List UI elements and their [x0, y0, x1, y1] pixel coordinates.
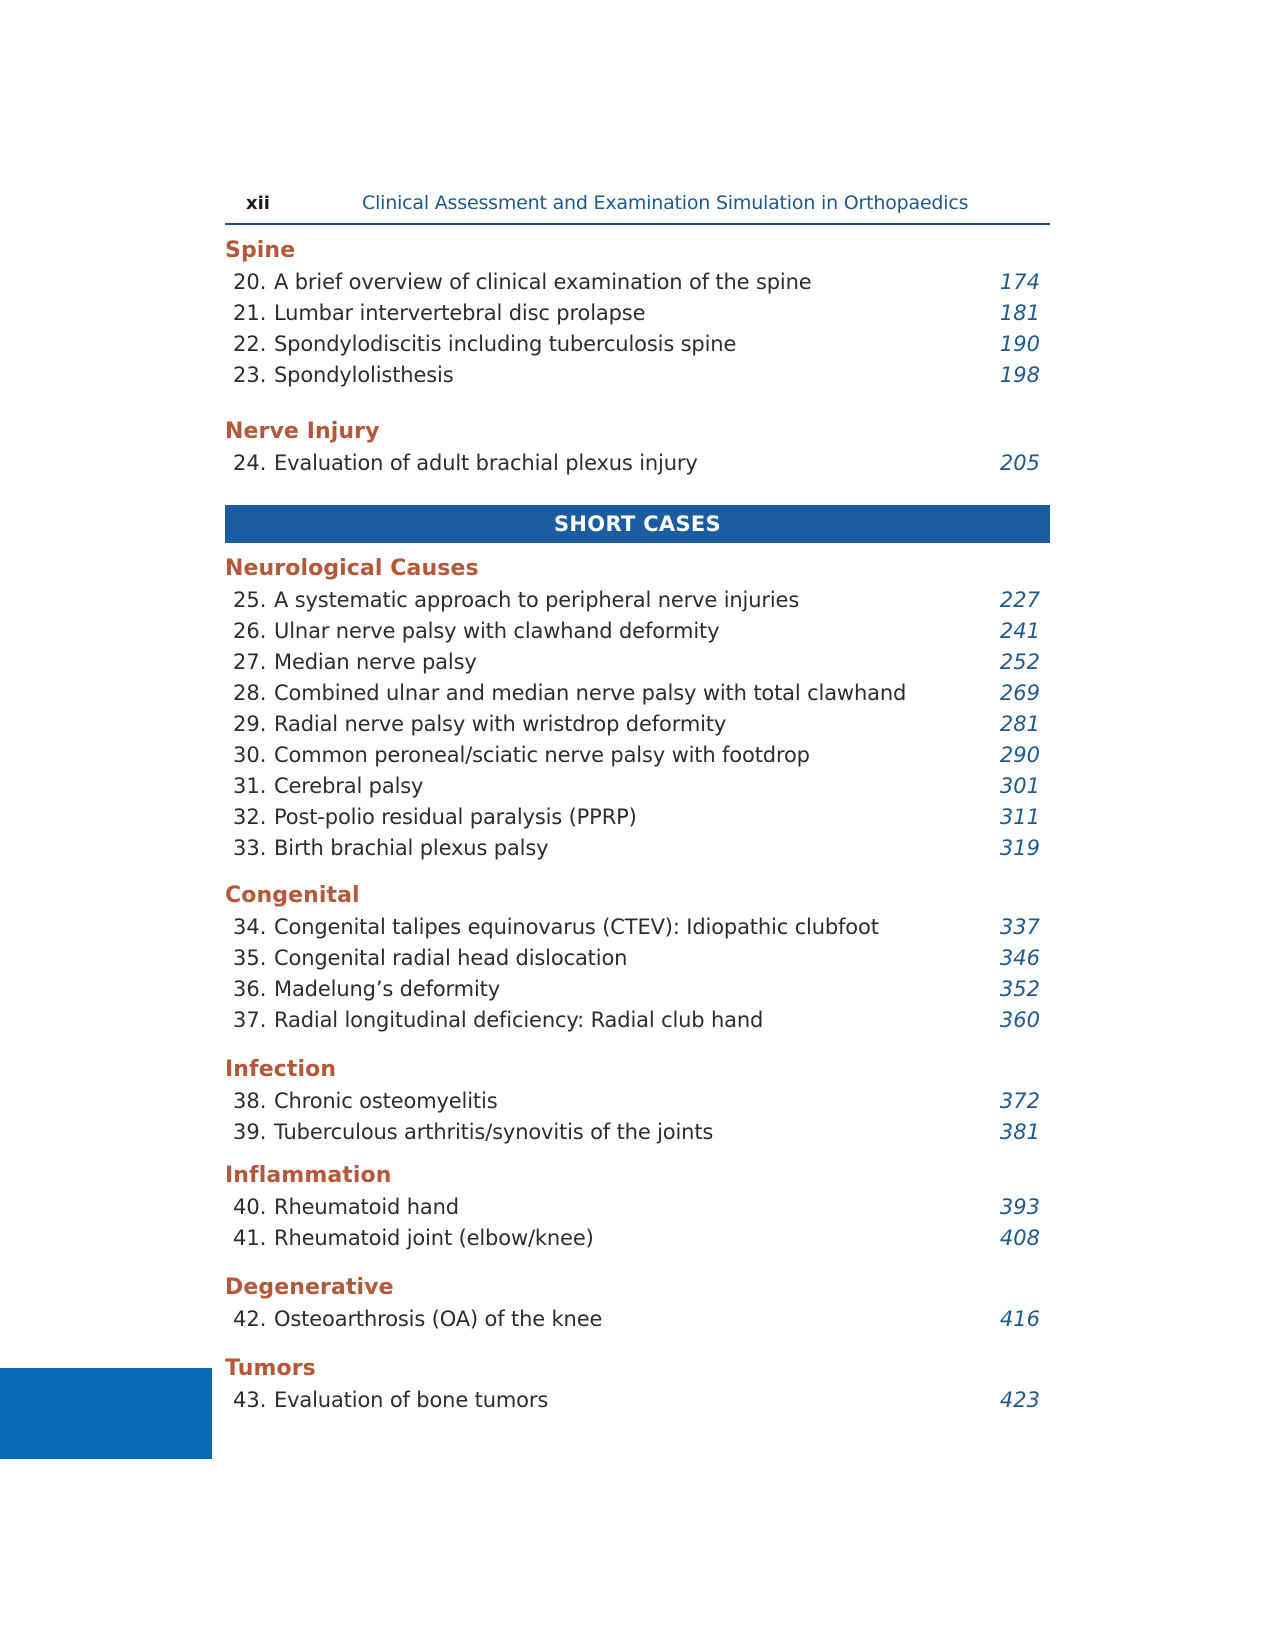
- chapter-number: 40.: [233, 1195, 267, 1219]
- toc-entry[interactable]: [225, 1005, 1050, 1036]
- chapter-title: Madelung’s deformity: [274, 977, 501, 1001]
- chapter-title: Osteoarthrosis (OA) of the knee: [274, 1307, 603, 1331]
- toc-part-2: [225, 553, 1050, 1416]
- page-reference: 241: [999, 619, 1040, 643]
- section-heading: Nerve Injury: [225, 419, 380, 444]
- toc-entry[interactable]: [225, 329, 1050, 360]
- toc-entry[interactable]: [225, 974, 1050, 1005]
- page-reference: 393: [999, 1195, 1040, 1219]
- toc-entry[interactable]: [225, 1086, 1050, 1117]
- page-reference: 252: [999, 650, 1040, 674]
- toc-entry[interactable]: [225, 943, 1050, 974]
- page-reference: 346: [999, 946, 1040, 970]
- page-reference: 416: [999, 1307, 1040, 1331]
- toc-entry[interactable]: [225, 1223, 1050, 1254]
- side-color-tab: [0, 1368, 212, 1459]
- chapter-title: Ulnar nerve palsy with clawhand deformity: [274, 619, 720, 643]
- chapter-number: 24.: [233, 451, 267, 475]
- page-reference: 269: [999, 681, 1040, 705]
- chapter-title: A systematic approach to peripheral nerve injuries: [274, 588, 800, 612]
- section-heading: Infection: [225, 1057, 337, 1082]
- toc-entry[interactable]: [225, 585, 1050, 616]
- chapter-title: Cerebral palsy: [274, 774, 424, 798]
- chapter-title: Spondylolisthesis: [274, 363, 454, 387]
- section-heading: Neurological Causes: [225, 556, 479, 581]
- toc-section: [225, 1272, 1050, 1335]
- page-reference: 181: [999, 301, 1040, 325]
- toc-entry[interactable]: [225, 1117, 1050, 1148]
- chapter-title: Radial nerve palsy with wristdrop deformity: [274, 712, 727, 736]
- chapter-number: 32.: [233, 805, 267, 829]
- chapter-number: 41.: [233, 1226, 267, 1250]
- page-reference: 360: [999, 1008, 1040, 1032]
- page-reference: 372: [999, 1089, 1040, 1113]
- toc-entry[interactable]: [225, 360, 1050, 391]
- chapter-title: Rheumatoid hand: [274, 1195, 459, 1219]
- toc-entry[interactable]: [225, 1385, 1050, 1416]
- toc-section: [225, 553, 1050, 864]
- page-reference: 423: [999, 1388, 1040, 1412]
- toc-page: [225, 180, 1050, 1416]
- chapter-title: Spondylodiscitis including tuberculosis spine: [274, 332, 737, 356]
- book-title: Clinical Assessment and Examination Simulation in Orthopaedics: [362, 192, 969, 214]
- toc-entry[interactable]: [225, 912, 1050, 943]
- chapter-number: 33.: [233, 836, 267, 860]
- toc-entry[interactable]: [225, 771, 1050, 802]
- chapter-title: Evaluation of bone tumors: [274, 1388, 549, 1412]
- chapter-number: 22.: [233, 332, 267, 356]
- chapter-number: 34.: [233, 915, 267, 939]
- page-reference: 205: [999, 451, 1040, 475]
- chapter-number: 23.: [233, 363, 267, 387]
- section-heading: Degenerative: [225, 1275, 394, 1300]
- chapter-title: Congenital talipes equinovarus (CTEV): Idiopathic clubfoot: [274, 915, 879, 939]
- chapter-number: 28.: [233, 681, 267, 705]
- toc-section: [225, 880, 1050, 1036]
- chapter-number: 42.: [233, 1307, 267, 1331]
- chapter-number: 21.: [233, 301, 267, 325]
- chapter-title: Radial longitudinal deficiency: Radial club hand: [274, 1008, 764, 1032]
- page-reference: 319: [999, 836, 1040, 860]
- chapter-number: 36.: [233, 977, 267, 1001]
- chapter-title: Common peroneal/sciatic nerve palsy with footdrop: [274, 743, 810, 767]
- toc-section: [225, 1353, 1050, 1416]
- short-cases-banner: SHORT CASES: [225, 505, 1050, 543]
- page-reference: 381: [999, 1120, 1040, 1144]
- chapter-number: 39.: [233, 1120, 267, 1144]
- chapter-title: Birth brachial plexus palsy: [274, 836, 549, 860]
- page-reference: 174: [999, 270, 1040, 294]
- chapter-number: 35.: [233, 946, 267, 970]
- toc-entry[interactable]: [225, 647, 1050, 678]
- page-reference: 408: [999, 1226, 1040, 1250]
- toc-entry[interactable]: [225, 833, 1050, 864]
- section-heading: Congenital: [225, 883, 360, 908]
- page-reference: 337: [999, 915, 1040, 939]
- toc-part-1: [225, 235, 1050, 479]
- toc-section: [225, 416, 1050, 479]
- chapter-number: 25.: [233, 588, 267, 612]
- section-heading: Tumors: [225, 1356, 316, 1381]
- chapter-title: Median nerve palsy: [274, 650, 477, 674]
- toc-entry[interactable]: [225, 678, 1050, 709]
- chapter-title: Tuberculous arthritis/synovitis of the joints: [274, 1120, 714, 1144]
- chapter-number: 31.: [233, 774, 267, 798]
- toc-section: [225, 235, 1050, 391]
- toc-entry[interactable]: [225, 616, 1050, 647]
- page-reference: 198: [999, 363, 1040, 387]
- chapter-title: Lumbar intervertebral disc prolapse: [274, 301, 646, 325]
- chapter-title: Post-polio residual paralysis (PPRP): [274, 805, 637, 829]
- page-reference: 301: [999, 774, 1040, 798]
- toc-section: [225, 1160, 1050, 1254]
- page-reference: 227: [999, 588, 1040, 612]
- page-reference: 190: [999, 332, 1040, 356]
- section-heading: Inflammation: [225, 1163, 392, 1188]
- toc-entry[interactable]: [225, 448, 1050, 479]
- chapter-number: 38.: [233, 1089, 267, 1113]
- chapter-number: 29.: [233, 712, 267, 736]
- chapter-title: Combined ulnar and median nerve palsy with total clawhand: [274, 681, 907, 705]
- page-reference: 352: [999, 977, 1040, 1001]
- toc-section: [225, 1054, 1050, 1148]
- chapter-title: Evaluation of adult brachial plexus injury: [274, 451, 698, 475]
- chapter-title: Rheumatoid joint (elbow/knee): [274, 1226, 594, 1250]
- toc-entry[interactable]: [225, 267, 1050, 298]
- chapter-number: 26.: [233, 619, 267, 643]
- chapter-title: Congenital radial head dislocation: [274, 946, 628, 970]
- toc-entry[interactable]: [225, 1192, 1050, 1223]
- page-reference: 290: [999, 743, 1040, 767]
- section-heading: Spine: [225, 238, 296, 263]
- page-reference: 281: [999, 712, 1040, 736]
- chapter-number: 30.: [233, 743, 267, 767]
- chapter-number: 20.: [233, 270, 267, 294]
- running-header: [225, 180, 1050, 225]
- toc-entry[interactable]: [225, 709, 1050, 740]
- chapter-number: 37.: [233, 1008, 267, 1032]
- toc-entry[interactable]: [225, 298, 1050, 329]
- page-reference: 311: [999, 805, 1040, 829]
- toc-entry[interactable]: [225, 740, 1050, 771]
- page-number: xii: [246, 193, 270, 214]
- toc-entry[interactable]: [225, 1304, 1050, 1335]
- toc-entry[interactable]: [225, 802, 1050, 833]
- chapter-title: Chronic osteomyelitis: [274, 1089, 498, 1113]
- chapter-number: 27.: [233, 650, 267, 674]
- chapter-number: 43.: [233, 1388, 267, 1412]
- chapter-title: A brief overview of clinical examination of the spine: [274, 270, 812, 294]
